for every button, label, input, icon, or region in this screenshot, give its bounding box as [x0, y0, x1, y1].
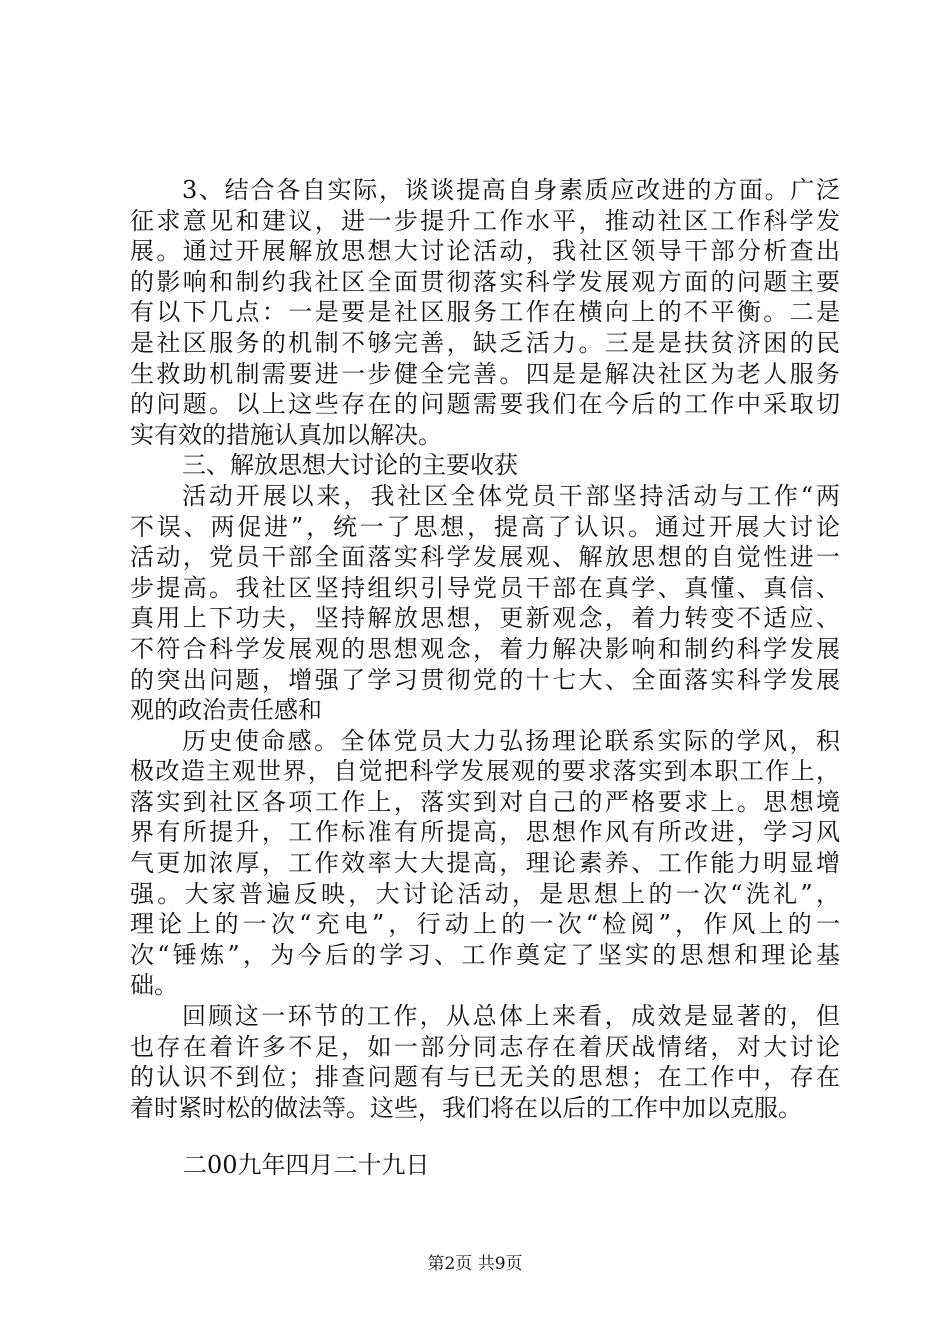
text-line: 气更加浓厚，工作效率大大提高，理论素养、工作能力明显增	[130, 849, 840, 878]
text-line: 回顾这一环节的工作，从总体上来看，成效是显著的，但	[182, 1002, 840, 1031]
text-line: 的影响和制约我社区全面贯彻落实科学发展观方面的问题主要	[130, 267, 840, 296]
text-line: 3、结合各自实际，谈谈提高自身素质应改进的方面。广泛	[182, 176, 840, 204]
text-line: 也存在着许多不足，如一部分同志存在着厌战情绪，对大讨论	[130, 1032, 840, 1061]
text-line: 实有效的措施认真加以解决。	[130, 420, 442, 449]
text-line: 的问题。以上这些存在的问题需要我们在今后的工作中采取切	[130, 390, 840, 419]
text-line: 强。大家普遍反映，大讨论活动，是思想上的一次“洗礼”，	[130, 879, 840, 908]
text-line: 次“锤炼”，为今后的学习、工作奠定了坚实的思想和理论基	[130, 940, 840, 969]
text-line: 界有所提升，工作标准有所提高，思想作风有所改进，学习风	[130, 818, 840, 847]
text-line: 不误、两促进”，统一了思想，提高了认识。通过开展大讨论	[130, 512, 840, 541]
text-line: 三、解放思想大讨论的主要收获	[182, 451, 518, 480]
text-line: 步提高。我社区坚持组织引导党员干部在真学、真懂、真信、	[130, 573, 840, 602]
text-line: 观的政治责任感和	[130, 696, 322, 725]
text-line: 展。通过开展解放思想大讨论活动，我社区领导干部分析查出	[130, 237, 840, 266]
text-line: 有以下几点：一是要是社区服务工作在横向上的不平衡。二是	[130, 298, 840, 327]
text-line: 生救助机制需要进一步健全完善。四是是解决社区为老人服务	[130, 359, 840, 388]
text-line: 理论上的一次“充电”，行动上的一次“检阅”，作风上的一	[130, 910, 840, 939]
text-line: 活动，党员干部全面落实科学发展观、解放思想的自觉性进一	[130, 543, 840, 572]
text-line: 落实到社区各项工作上，落实到对自己的严格要求上。思想境	[130, 787, 840, 816]
text-line: 的认识不到位；排查问题有与已无关的思想；在工作中，存在	[130, 1063, 840, 1092]
page-number-footer: 第2页 共9页	[427, 1254, 523, 1274]
text-line: 础。	[130, 971, 178, 1000]
text-line: 的突出问题，增强了学习贯彻党的十七大、全面落实科学发展	[130, 665, 840, 694]
text-line: 极改造主观世界，自觉把科学发展观的要求落实到本职工作上，	[130, 757, 840, 786]
text-line: 真用上下功夫，坚持解放思想，更新观念，着力转变不适应、	[130, 604, 840, 633]
document-date: 二00九年四月二十九日	[183, 1151, 430, 1179]
text-line: 历史使命感。全体党员大力弘扬理论联系实际的学风，积	[182, 726, 840, 755]
text-line: 征求意见和建议，进一步提升工作水平，推动社区工作科学发	[130, 206, 840, 235]
text-line: 活动开展以来，我社区全体党员干部坚持活动与工作“两	[182, 481, 840, 510]
text-line: 不符合科学发展观的思想观念，着力解决影响和制约科学发展	[130, 634, 840, 663]
text-line: 着时紧时松的做法等。这些，我们将在以后的工作中加以克服。	[130, 1093, 802, 1122]
text-line: 是社区服务的机制不够完善，缺乏活力。三是是扶贫济困的民	[130, 328, 840, 357]
document-body	[130, 175, 840, 1123]
